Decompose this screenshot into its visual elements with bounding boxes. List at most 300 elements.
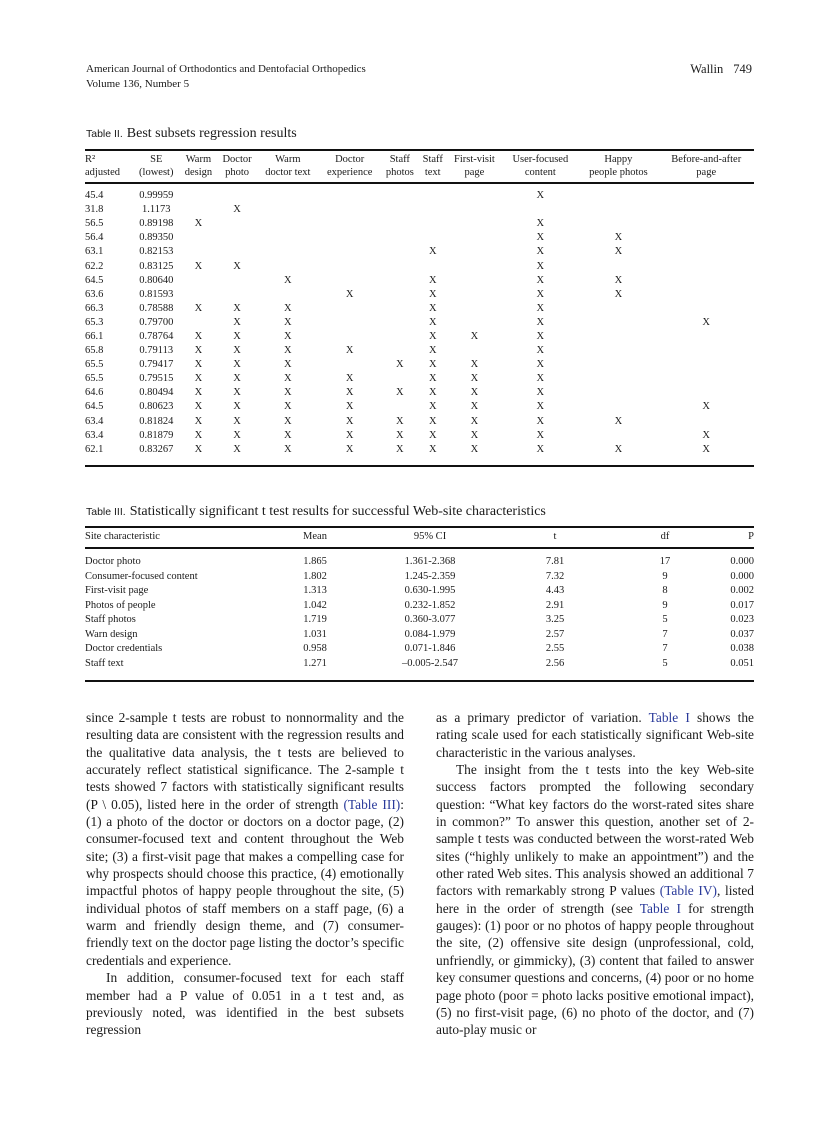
table-cell: X xyxy=(284,316,292,328)
table-cell: X xyxy=(284,415,292,427)
table-cell: X xyxy=(284,302,292,314)
table-cell: 1.719 xyxy=(303,614,327,625)
table-cell xyxy=(180,288,217,302)
table-cell xyxy=(381,344,419,358)
table-cell xyxy=(381,203,419,217)
table-cell: 4.43 xyxy=(545,585,565,596)
table2-column-header: Doctor experience xyxy=(326,154,373,178)
table-cell: 7.81 xyxy=(545,556,565,567)
table-cell: 0.83267 xyxy=(139,443,174,455)
table-cell: 1.865 xyxy=(303,556,327,567)
table-cell: X xyxy=(284,330,292,342)
table-cell: X xyxy=(536,387,545,399)
table3-header-row xyxy=(85,527,754,548)
table-cell: 64.6 xyxy=(85,387,104,399)
table-cell: X xyxy=(284,345,292,357)
table-row xyxy=(85,400,754,414)
table-cell: 0.232-1.852 xyxy=(404,599,456,611)
table-cell: 0.023 xyxy=(730,614,754,625)
table-cell: 0.89350 xyxy=(139,232,174,244)
table-cell xyxy=(658,183,754,203)
table-cell: Staff photos xyxy=(85,614,136,625)
table-cell xyxy=(319,358,381,372)
table-cell xyxy=(180,316,217,330)
table-cell xyxy=(447,245,503,259)
table2-caption xyxy=(86,126,297,142)
table-cell: 1.802 xyxy=(303,570,327,582)
table-cell: X xyxy=(194,387,203,399)
table-cell: X xyxy=(284,429,292,441)
table-cell: 2.55 xyxy=(545,643,565,654)
table-row xyxy=(85,183,754,203)
table-cell: X xyxy=(536,415,545,427)
table-row xyxy=(85,203,754,217)
table-cell: X xyxy=(536,359,545,371)
table-cell xyxy=(578,400,658,414)
table-cell xyxy=(319,217,381,231)
table-cell: X xyxy=(345,288,354,300)
table-cell: X xyxy=(614,274,623,286)
table-cell: X xyxy=(345,443,354,455)
table3-title: Statistically significant t test results for successful Web-site characteristics xyxy=(129,504,546,519)
table3-label: Table III. xyxy=(86,506,126,518)
table-cell xyxy=(447,183,503,203)
table-cell: 45.4 xyxy=(85,190,104,202)
table-cell xyxy=(319,259,381,273)
table-cell: X xyxy=(428,316,437,328)
table-cell: X xyxy=(536,345,545,357)
table-cell xyxy=(578,259,658,273)
paragraph xyxy=(86,709,404,969)
table-cell: 0.071-1.846 xyxy=(404,643,456,654)
table-cell xyxy=(381,302,419,316)
table-cell xyxy=(381,316,419,330)
table-cell xyxy=(447,302,503,316)
text-span: since 2-sample t tests are robust to nonnormality and the resulting data are consistent with the regression results and the qualitative data analysis, the t tests are believed to accurately reflect statistical significance. The 2-sample t tests showed 7 factors with statistically significant results (P \ 0.05), listed here in the order of strength xyxy=(86,710,404,812)
table-cell: X xyxy=(233,302,241,314)
table3-column-header: Mean xyxy=(303,531,327,542)
table-row xyxy=(85,245,754,259)
table-cell: 0.99959 xyxy=(139,190,174,202)
table-cell: X xyxy=(536,232,545,244)
table-cell: 2.91 xyxy=(545,599,565,611)
page-number: 749 xyxy=(733,62,752,76)
table-cell: 1.031 xyxy=(303,628,327,640)
table-cell: 17 xyxy=(659,556,671,567)
table-cell xyxy=(319,330,381,344)
table3-t-tests xyxy=(85,526,754,682)
paragraph xyxy=(436,761,754,1039)
table-cell: X xyxy=(396,359,404,371)
table-cell: X xyxy=(233,316,241,328)
table-cell: 7.32 xyxy=(545,570,565,582)
table-cell: X xyxy=(194,401,203,413)
table-cell: X xyxy=(194,345,203,357)
table2-title: Best subsets regression results xyxy=(126,126,297,141)
table-cell: X xyxy=(233,387,241,399)
table-cell: X xyxy=(345,373,354,385)
table-cell xyxy=(319,183,381,203)
table-cell: 63.6 xyxy=(85,288,104,300)
table-row xyxy=(85,217,754,231)
table-cell: 64.5 xyxy=(85,274,104,286)
table-cell: X xyxy=(536,274,545,286)
body-column-left xyxy=(86,709,404,1039)
table-cell xyxy=(217,183,257,203)
table-cell xyxy=(658,372,754,386)
table-cell xyxy=(658,302,754,316)
table-cell: X xyxy=(470,401,479,413)
table-cell: 0.81593 xyxy=(139,288,174,300)
table-cell: X xyxy=(536,443,545,455)
table-cell: X xyxy=(194,429,203,441)
table-cell xyxy=(180,183,217,203)
table-cell: X xyxy=(470,415,479,427)
table-cell: 0.80494 xyxy=(139,387,174,399)
table-cell: 0.000 xyxy=(730,570,754,582)
table-cell: 0.002 xyxy=(730,585,754,596)
table-cell xyxy=(419,259,447,273)
table-cell: Doctor photo xyxy=(85,556,141,567)
table-cell: 62.1 xyxy=(85,443,104,455)
table3-column-header: df xyxy=(660,531,670,542)
table-cell xyxy=(180,203,217,217)
table-cell: 8 xyxy=(662,585,668,596)
table-cell: 0.81824 xyxy=(139,415,174,427)
table-row xyxy=(85,599,754,614)
table-cell xyxy=(447,203,503,217)
table-row xyxy=(85,628,754,643)
table-cell xyxy=(658,203,754,217)
table-cell: 65.3 xyxy=(85,316,104,328)
table-cell xyxy=(658,231,754,245)
table3-column-header: t xyxy=(553,531,557,542)
table-row xyxy=(85,344,754,358)
text-span: shows the rating scale used for each statistically significant Web-site characteristic in the various analyses. xyxy=(436,710,754,760)
table-cell: 0.78588 xyxy=(139,302,174,314)
table-cell: 65.5 xyxy=(85,359,104,371)
table-cell: 56.5 xyxy=(85,218,104,230)
table2-column-header: SE (lowest) xyxy=(139,154,174,178)
table-row xyxy=(85,570,754,585)
table-cell: X xyxy=(614,288,623,300)
table2-column-header: Before-and-after page xyxy=(671,154,742,178)
table-cell: X xyxy=(284,359,292,371)
table-cell xyxy=(381,400,419,414)
table-cell xyxy=(217,217,257,231)
table-cell xyxy=(381,274,419,288)
table-cell xyxy=(257,217,319,231)
table-cell: X xyxy=(536,429,545,441)
table-cell: X xyxy=(428,373,437,385)
table-cell: X xyxy=(428,415,437,427)
table-cell xyxy=(419,203,447,217)
table-cell: X xyxy=(233,345,241,357)
table-cell xyxy=(578,429,658,443)
table-cell xyxy=(658,274,754,288)
table-row xyxy=(85,316,754,330)
author-name: Wallin xyxy=(690,62,724,76)
table-cell: 0.79515 xyxy=(139,373,174,385)
table-cell xyxy=(658,288,754,302)
table-cell xyxy=(658,259,754,273)
table2-column-header: Warm doctor text xyxy=(265,154,311,178)
table-cell xyxy=(578,344,658,358)
table-cell: 66.1 xyxy=(85,330,104,342)
table-cell xyxy=(578,217,658,231)
table-cell xyxy=(381,330,419,344)
table3-link[interactable]: (Table III) xyxy=(343,796,401,812)
table-cell: X xyxy=(194,373,203,385)
table-row xyxy=(85,443,754,466)
table-cell: 65.5 xyxy=(85,373,104,385)
table-cell: X xyxy=(428,345,437,357)
text-span: as a primary predictor of variation. xyxy=(436,710,649,725)
table-cell xyxy=(381,245,419,259)
table-cell: 0.000 xyxy=(730,556,754,567)
table-cell: 0.78764 xyxy=(139,330,174,342)
table-row xyxy=(85,231,754,245)
table-cell xyxy=(381,183,419,203)
table-cell xyxy=(319,231,381,245)
table-cell: 0.80640 xyxy=(139,274,174,286)
table-cell: X xyxy=(345,345,354,357)
table-cell: 1.361-2.368 xyxy=(404,556,456,567)
author-page xyxy=(690,62,752,77)
table-cell: X xyxy=(428,401,437,413)
table-cell: X xyxy=(470,359,479,371)
table-cell xyxy=(578,183,658,203)
table-cell xyxy=(658,358,754,372)
table2-column-header: R² adjusted xyxy=(85,154,120,178)
table-cell xyxy=(319,316,381,330)
table-cell: X xyxy=(233,429,241,441)
table-cell: X xyxy=(284,401,292,413)
table-cell: X xyxy=(233,260,241,272)
table-cell: 1.1173 xyxy=(142,204,171,216)
table-cell: X xyxy=(614,415,623,427)
table-cell: Warn design xyxy=(85,628,138,640)
table-cell: –0.005-2.547 xyxy=(402,657,458,669)
table-cell: X xyxy=(536,190,545,202)
table-cell: 0.79700 xyxy=(139,316,174,328)
table-cell: 0.82153 xyxy=(139,246,174,258)
table-cell: 0.83125 xyxy=(139,260,174,272)
table2-column-header: Staff text xyxy=(422,154,443,178)
table-cell: 1.042 xyxy=(303,599,327,611)
table-cell xyxy=(217,231,257,245)
table-cell: 0.79113 xyxy=(139,345,174,357)
table-cell xyxy=(447,259,503,273)
table-cell: X xyxy=(428,387,437,399)
table-cell: X xyxy=(233,443,241,455)
table3-column-header: 95% CI xyxy=(413,531,447,542)
table-cell xyxy=(447,344,503,358)
table-cell: X xyxy=(702,429,710,441)
table-cell: 1.245-2.359 xyxy=(404,570,456,582)
table-cell xyxy=(180,231,217,245)
table-cell: X xyxy=(614,246,623,258)
table1-link[interactable]: Table I xyxy=(639,900,681,916)
table-cell xyxy=(319,302,381,316)
table-cell: X xyxy=(428,288,437,300)
table-cell: X xyxy=(702,443,710,455)
table-row xyxy=(85,657,754,682)
table-cell: 0.79417 xyxy=(139,359,174,371)
table-cell: 7 xyxy=(662,643,668,654)
table-cell: X xyxy=(470,387,479,399)
table2-header-row xyxy=(85,150,754,183)
table-cell xyxy=(447,217,503,231)
table-cell: X xyxy=(284,373,292,385)
table-cell xyxy=(419,217,447,231)
table-cell xyxy=(257,231,319,245)
table-cell: X xyxy=(428,246,437,258)
table3-caption xyxy=(86,504,546,520)
table2-column-header: First-visit page xyxy=(453,154,495,178)
table-cell: X xyxy=(233,401,241,413)
table-cell: X xyxy=(536,218,545,230)
table-cell xyxy=(381,217,419,231)
table-cell: X xyxy=(396,387,404,399)
table-row xyxy=(85,302,754,316)
table-cell: X xyxy=(284,443,292,455)
table-cell xyxy=(319,245,381,259)
table-cell: X xyxy=(428,359,437,371)
table-cell: 0.017 xyxy=(730,599,754,611)
table-cell xyxy=(578,330,658,344)
table-cell: 0.360-3.077 xyxy=(404,614,456,625)
table-row xyxy=(85,288,754,302)
table-cell: 63.4 xyxy=(85,415,104,427)
table-cell: X xyxy=(345,401,354,413)
table-cell xyxy=(180,245,217,259)
table-cell: X xyxy=(194,443,203,455)
table2-column-header: Doctor photo xyxy=(222,154,252,178)
table-cell xyxy=(658,415,754,429)
table-cell: X xyxy=(614,232,623,244)
table-cell: X xyxy=(536,260,545,272)
table-row xyxy=(85,274,754,288)
table-cell: X xyxy=(536,330,545,342)
table-cell: 66.3 xyxy=(85,302,104,314)
table-cell: X xyxy=(345,429,354,441)
table-cell: X xyxy=(396,443,404,455)
table2-column-header: Happy people photos xyxy=(589,154,648,178)
table-cell: X xyxy=(428,302,437,314)
table-cell xyxy=(578,302,658,316)
table-cell xyxy=(257,259,319,273)
table-cell: X xyxy=(194,415,203,427)
table-cell xyxy=(419,183,447,203)
table-cell xyxy=(658,245,754,259)
journal-info xyxy=(86,62,366,92)
table-cell xyxy=(447,231,503,245)
table-cell: 65.8 xyxy=(85,345,104,357)
table-cell xyxy=(447,316,503,330)
table-row xyxy=(85,429,754,443)
table-cell: X xyxy=(470,330,479,342)
table-cell: X xyxy=(284,387,292,399)
table-cell: X xyxy=(702,316,710,328)
table-cell: Consumer-focused content xyxy=(85,570,198,582)
table-cell: 1.271 xyxy=(303,657,327,669)
table-cell: X xyxy=(194,218,203,230)
table-cell xyxy=(217,274,257,288)
table-cell xyxy=(381,288,419,302)
table-cell: 0.80623 xyxy=(139,401,174,413)
table-cell: X xyxy=(536,302,545,314)
table-cell: X xyxy=(428,330,437,342)
table1-link[interactable]: Table I xyxy=(648,710,690,725)
table-row xyxy=(85,642,754,657)
table-row xyxy=(85,358,754,372)
table-cell xyxy=(257,203,319,217)
table-cell: X xyxy=(345,415,354,427)
table-cell: Photos of people xyxy=(85,599,156,611)
table-cell xyxy=(257,183,319,203)
table3-column-header: Site characteristic xyxy=(85,531,160,542)
table-row xyxy=(85,372,754,386)
table-cell: X xyxy=(345,387,354,399)
table-cell xyxy=(658,217,754,231)
table-cell: X xyxy=(194,302,203,314)
table-cell xyxy=(578,316,658,330)
paragraph: In addition, consumer-focused text for each staff member had a P value of 0.051 in a t test and, as previously noted, was identified in the best subsets regression xyxy=(86,970,404,1038)
table-cell: X xyxy=(396,415,404,427)
table-cell: 63.4 xyxy=(85,429,104,441)
table-cell: X xyxy=(428,429,437,441)
table-cell xyxy=(658,330,754,344)
table3-body xyxy=(85,548,754,681)
table4-link[interactable]: (Table IV) xyxy=(659,883,717,899)
table-row xyxy=(85,259,754,273)
table-cell xyxy=(578,386,658,400)
table-cell: 1.313 xyxy=(303,585,327,596)
table-cell xyxy=(419,231,447,245)
table2-body xyxy=(85,183,754,466)
table-cell: 0.037 xyxy=(730,628,754,640)
table-cell: X xyxy=(536,288,545,300)
table-row xyxy=(85,330,754,344)
body-column-right xyxy=(436,709,754,1039)
table-cell: 31.8 xyxy=(85,204,104,216)
table-cell: Doctor credentials xyxy=(85,643,163,654)
table-cell: X xyxy=(428,443,437,455)
table-cell: X xyxy=(536,373,545,385)
table-cell: 9 xyxy=(662,570,668,582)
text-span: : (1) a photo of the doctor or doctors on a doctor page, (2) consumer-focused text and content throughout the Web site; (3) a first-visit page that makes a compelling case for why prospects should choose this practice, (4) emotionally impactful photos of happy people throughout the site, (5) individual photos of staff members on a staff page, (6) a warm and friendly design theme, and (7) consumer-friendly text on the doctor page listing the doctor’s specific credentials and experience. xyxy=(86,796,404,968)
table-cell: 62.2 xyxy=(85,260,104,272)
table2-column-header: Staff photos xyxy=(385,154,414,178)
table-cell: X xyxy=(233,415,241,427)
table-cell xyxy=(257,288,319,302)
table-cell xyxy=(381,259,419,273)
table-cell: X xyxy=(194,359,203,371)
table-cell: X xyxy=(396,429,404,441)
table-cell: 64.5 xyxy=(85,401,104,413)
table-cell: 0.051 xyxy=(730,657,754,669)
table2-column-header: User-focused content xyxy=(512,154,569,178)
table2-best-subsets xyxy=(85,149,754,467)
table-cell: X xyxy=(536,246,545,258)
table-cell: 7 xyxy=(662,628,668,640)
journal-volume: Volume 136, Number 5 xyxy=(86,78,190,90)
table-cell xyxy=(578,372,658,386)
table-cell: X xyxy=(614,443,623,455)
table-cell: X xyxy=(470,373,479,385)
table3-column-header: P xyxy=(748,531,754,542)
